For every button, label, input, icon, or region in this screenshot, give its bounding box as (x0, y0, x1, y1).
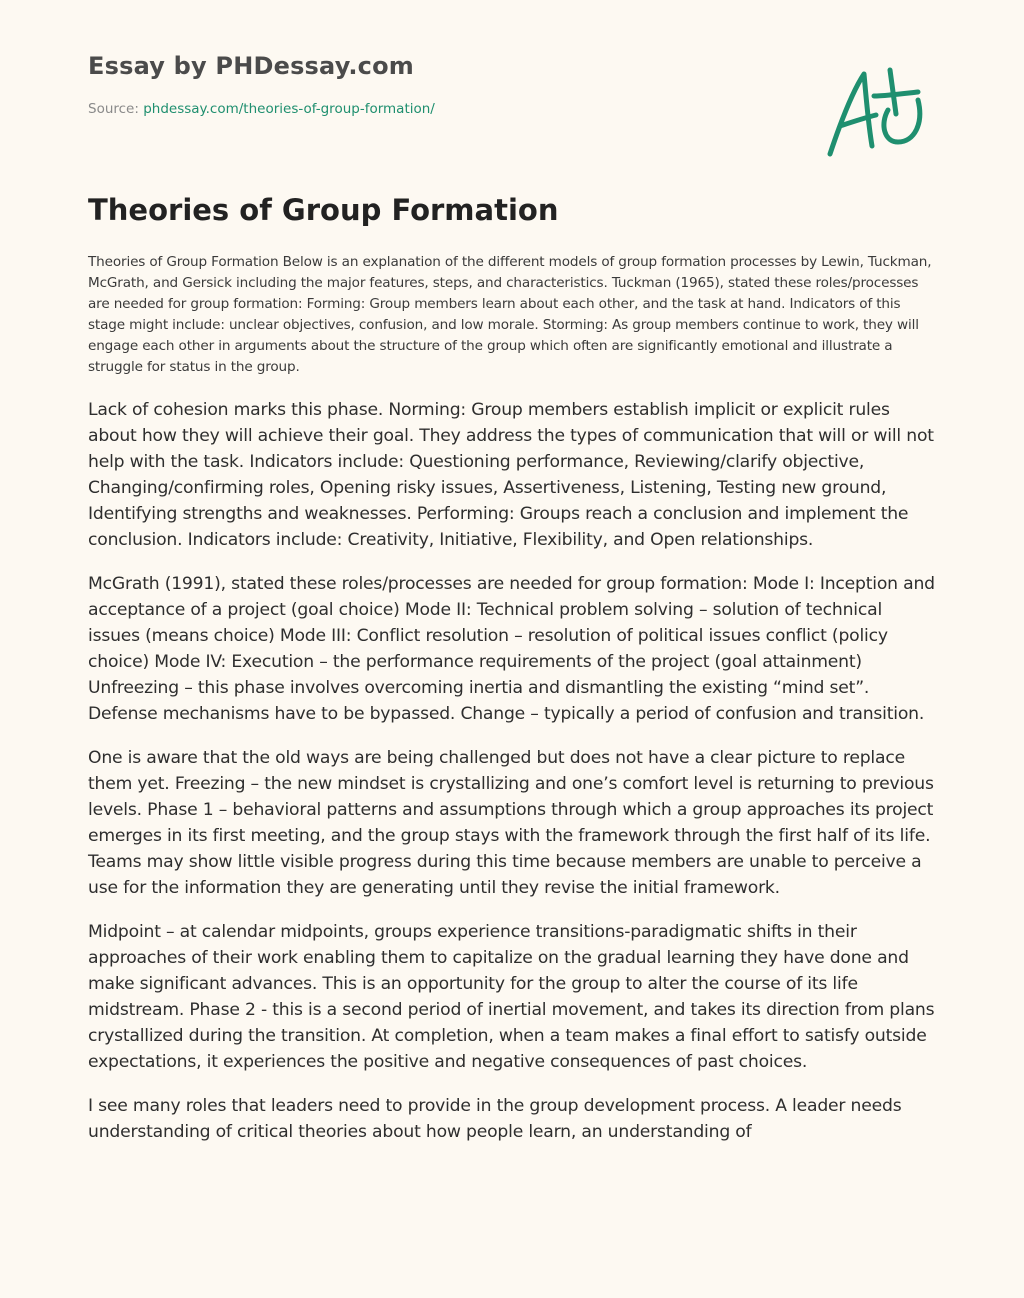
body-paragraph: Lack of cohesion marks this phase. Norming: Group members establish implicit or explicit rules about how they will achieve their goal. They address the types of communication that will or will not help with the task. Indicators include: Questioning performance, Reviewing/clarify objective, Changing/confirming roles, Opening risky issues, Assertiveness, Listening, Testing new ground, Identifying strengths and weaknesses. Performing: Groups reach a conclusion and implement the conclusion. Indicators include: Creativity, Initiative, Flexibility, and Open relationships. (88, 400, 934, 550)
article-body (88, 252, 938, 1163)
source-label: Source: (88, 101, 139, 117)
body-paragraph: Midpoint – at calendar midpoints, groups experience transitions-paradigmatic shifts in their approaches of their work enabling them to capitalize on the gradual learning they have done and make significant advances. This is an opportunity for the group to alter the course of its life midstream. Phase 2 - this is a second period of inertial movement, and takes its direction from plans crystallized during the transition. At completion, when a team makes a final effort to satisfy outside expectations, it experiences the positive and negative consequences of past choices. (88, 922, 935, 1072)
intro-paragraph: Theories of Group Formation Below is an explanation of the different models of group formation processes by Lewin, Tuckman, McGrath, and Gersick including the major features, steps, and characteristics. Tuckman (1965), stated these roles/processes are needed for group formation: Forming: Group members learn about each other, and the task at hand. Indicators of this stage might include: unclear objectives, confusion, and low morale. Storming: As group members continue to work, they will engage each other in arguments about the structure of the group which often are significantly emotional and illustrate a struggle for status in the group. (88, 254, 932, 375)
page-title: Theories of Group Formation (88, 193, 559, 227)
header (88, 50, 435, 118)
body-paragraph: One is aware that the old ways are being challenged but does not have a clear picture to replace them yet. Freezing – the new mindset is crystallizing and one’s comfort level is returning to previous levels. Phase 1 – behavioral patterns and assumptions through which a group approaches its project emerges in its first meeting, and the group stays with the framework through the first half of its life. Teams may show little visible progress during this time because members are unable to perceive a use for the information they are generating until they revise the initial framework. (88, 748, 934, 898)
site-title: Essay by PHDessay.com (88, 52, 414, 80)
source-link[interactable]: phdessay.com/theories-of-group-formation/ (143, 101, 435, 117)
a-plus-logo (818, 62, 930, 162)
a-plus-icon (818, 62, 930, 162)
body-paragraph: I see many roles that leaders need to provide in the group development process. A leader needs understanding of critical theories about how people learn, an understanding of (88, 1096, 902, 1142)
body-paragraph: McGrath (1991), stated these roles/processes are needed for group formation: Mode I: Inception and acceptance of a project (goal choice) Mode II: Technical problem solving – solution of technical issues (means choice) Mode III: Conflict resolution – resolution of political issues conflict (policy choice) Mode IV: Execution – the performance requirements of the project (goal attainment) Unfreezing – this phase involves overcoming inertia and dismantling the existing “mind set”. Defense mechanisms have to be bypassed. Change – typically a period of confusion and transition. (88, 574, 935, 724)
source-line (88, 100, 435, 118)
